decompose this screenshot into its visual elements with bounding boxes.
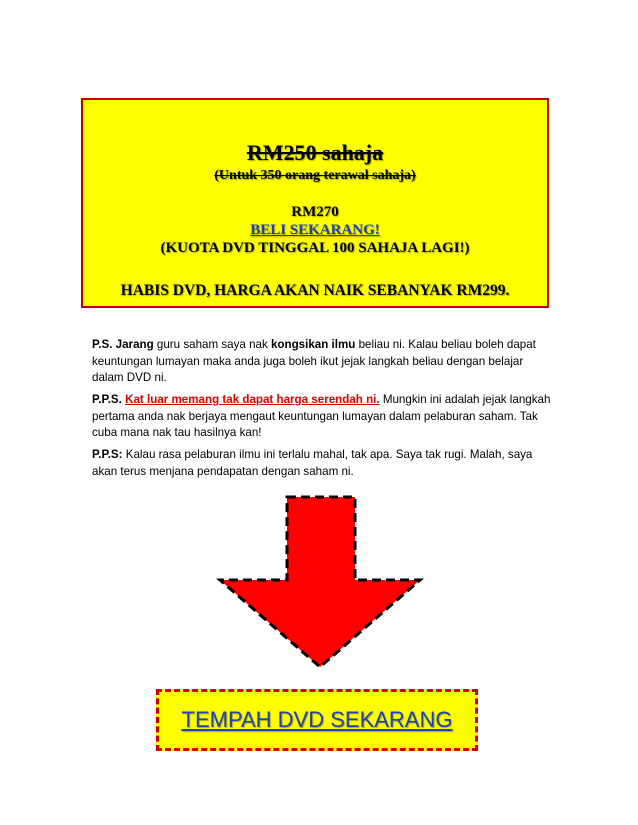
ppps-paragraph [92,447,552,480]
ps-paragraph [92,337,552,387]
ps-text-2: beliau ni. Kalau beliau boleh dapat keuntungan lumayan maka anda juga boleh ikut jejak langkah beliau dengan belajar dalam DVD ni. [92,338,536,384]
order-button-label[interactable]: TEMPAH DVD SEKARANG [181,707,453,732]
pps-paragraph [92,392,552,442]
current-price: RM270 [291,204,339,220]
promo-box [81,98,549,308]
price-increase-notice: HABIS DVD, HARGA AKAN NAIK SEBANYAK RM299. [120,282,510,299]
buy-now-link[interactable]: BELI SEKARANG! [250,222,380,238]
old-price-note: (Untuk 350 orang terawal sahaja) [214,168,416,183]
pps-link[interactable]: Kat luar memang tak dapat harga serendah ni. [125,393,380,406]
pps-text: Mungkin ini adalah jejak langkah pertama anda nak berjaya mengaut keuntungan lumayan dalam pelaburan saham. Tak cuba mana nak tau hasilnya kan! [92,393,551,439]
ps-bold-2: kongsikan ilmu [270,338,356,351]
quota-notice: (KUOTA DVD TINGGAL 100 SAHAJA LAGI!) [160,240,470,256]
old-price: RM250 sahaja [246,140,384,165]
ps-text-1: guru saham saya nak [153,338,271,351]
order-button[interactable] [156,689,478,751]
pps-label: P.P.S. [92,393,122,406]
ps-bold-1: Jarang [115,338,154,351]
down-arrow-icon [215,492,425,670]
ps-label: P.S. [92,338,113,351]
ppps-text: Kalau rasa pelaburan ilmu ini terlalu mahal, tak apa. Saya tak rugi. Malah, saya akan terus menjana pendapatan dengan saham ni. [92,448,533,478]
ppps-label: P.P.S: [92,448,123,461]
